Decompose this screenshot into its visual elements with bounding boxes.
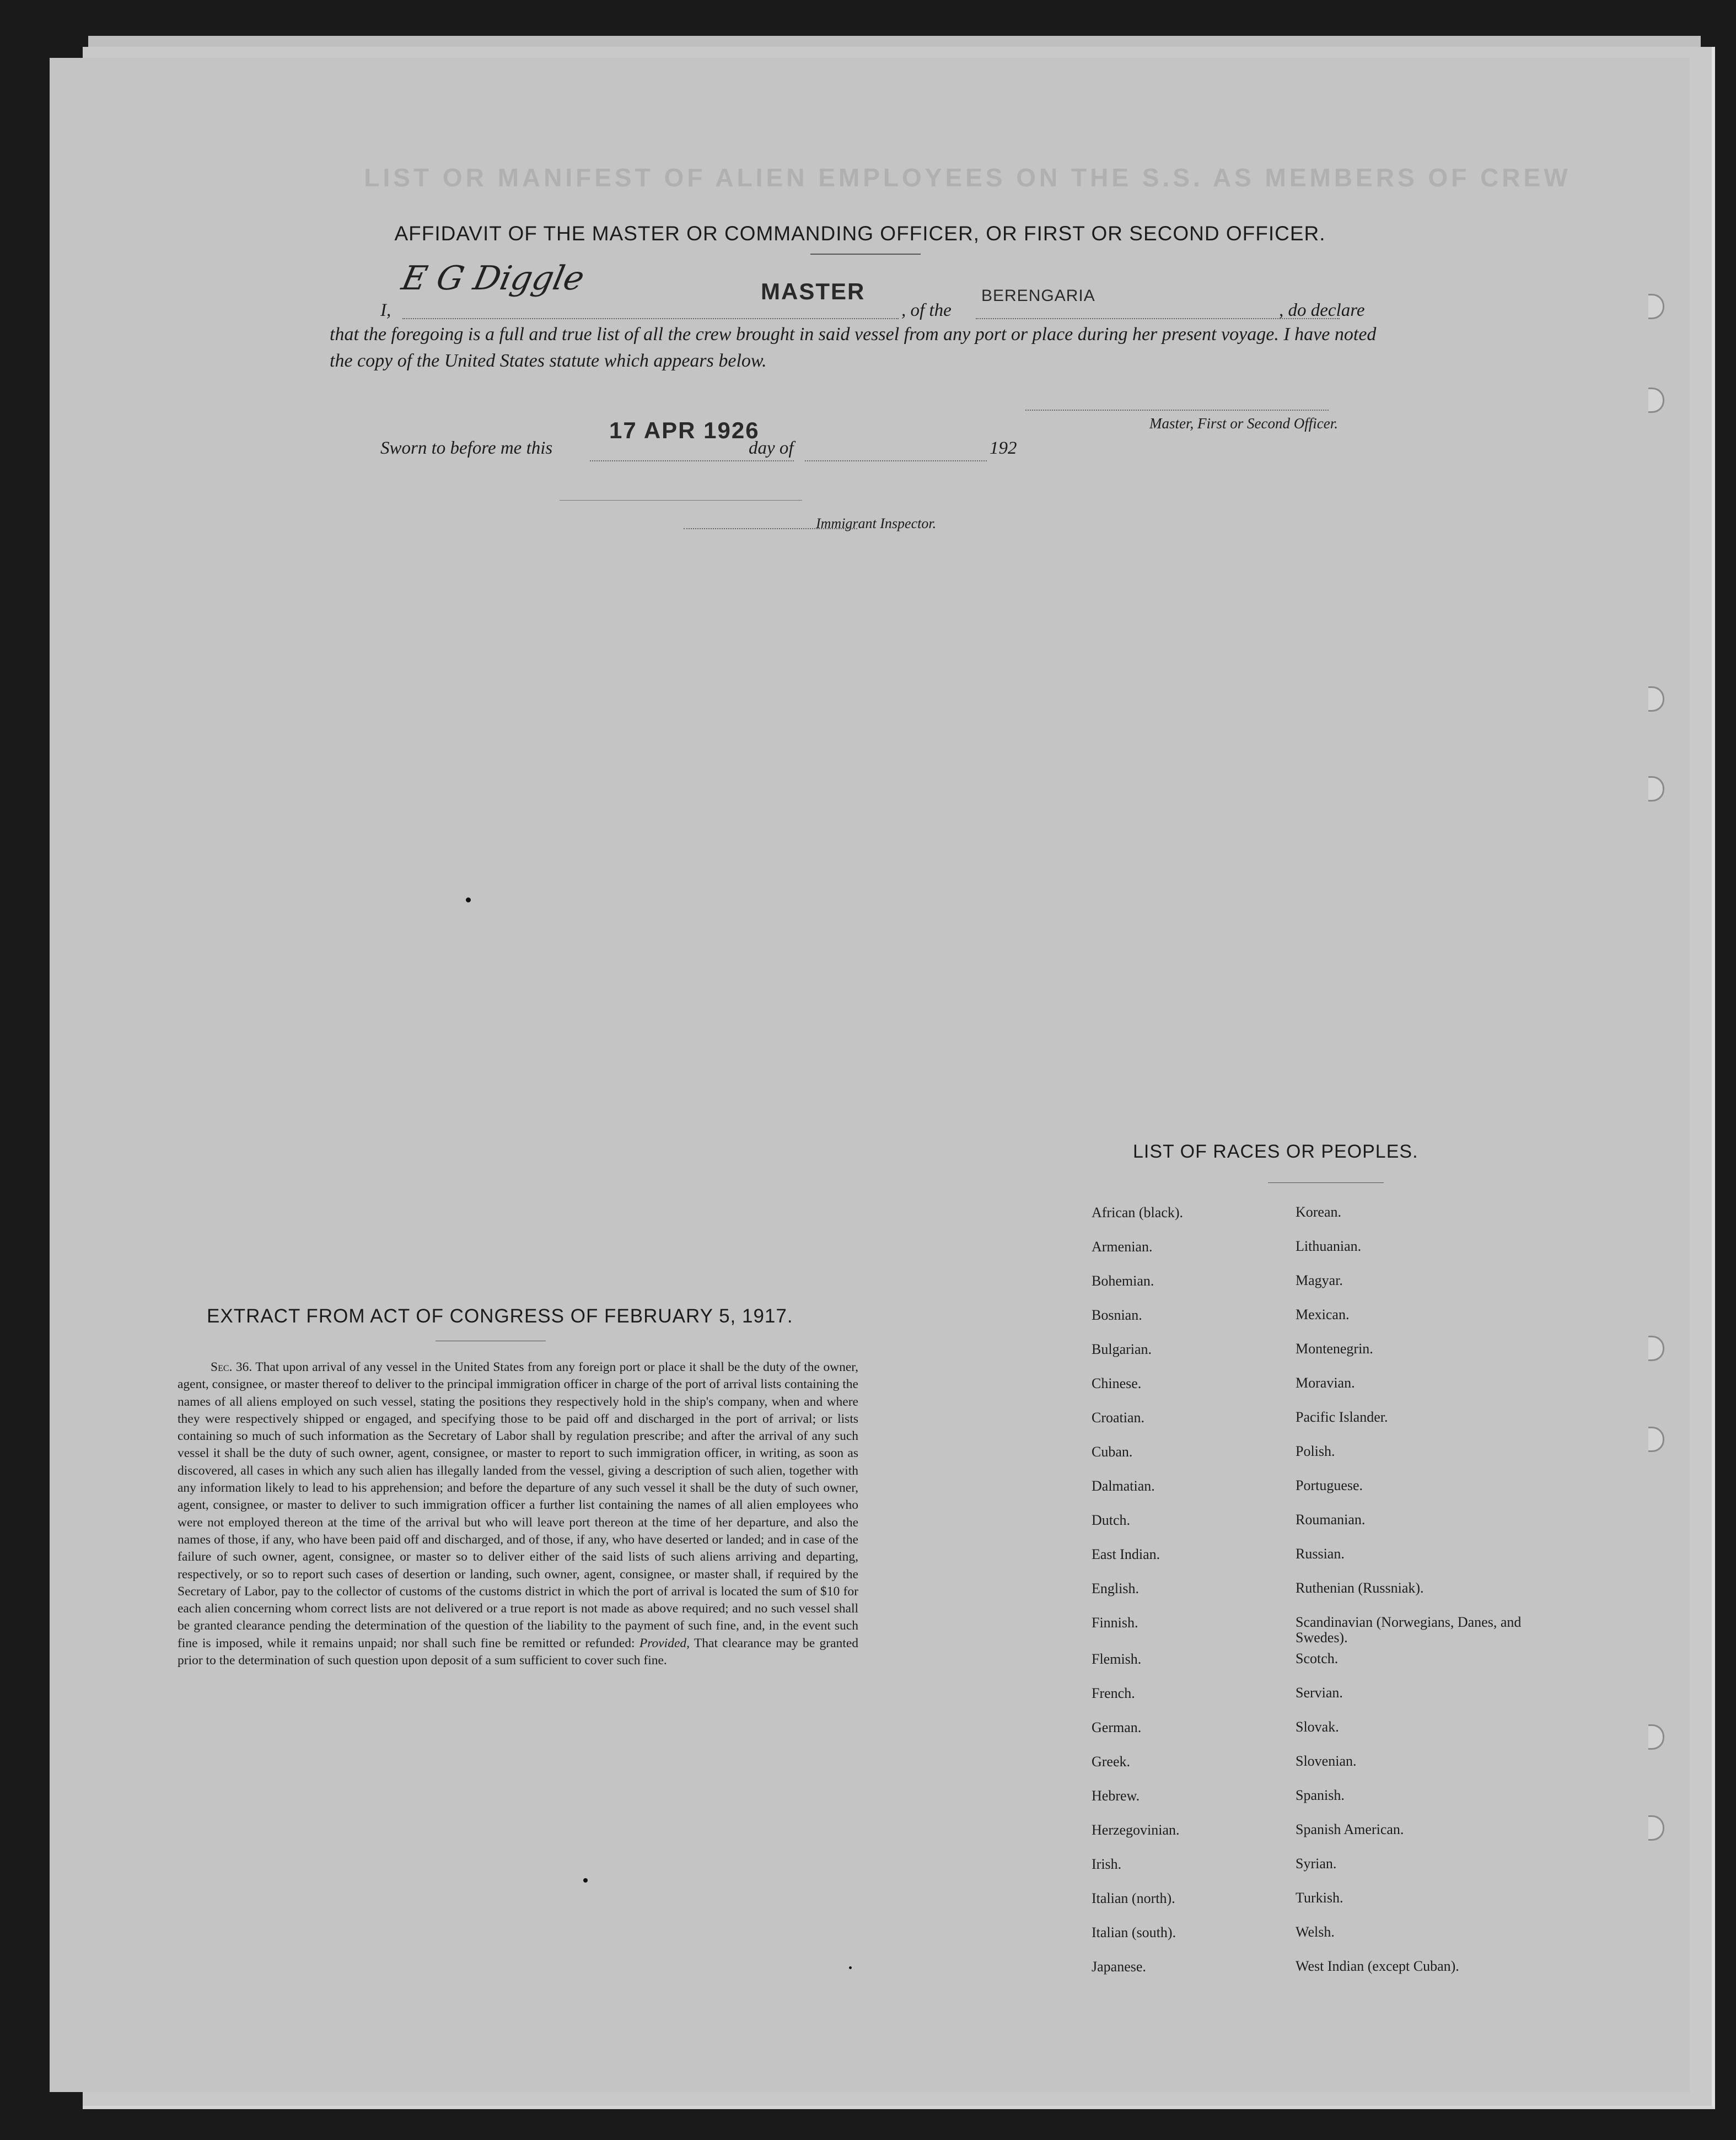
race-right: Turkish. (1296, 1890, 1343, 1906)
race-row (1089, 1924, 1524, 1952)
race-right: Russian. (1296, 1546, 1345, 1562)
punch-hole (1648, 1815, 1664, 1841)
affidavit-title-rule (810, 254, 921, 255)
race-row (1089, 1685, 1524, 1713)
bleed-through-header: LIST OR MANIFEST OF ALIEN EMPLOYEES ON THE S.S. AS MEMBERS OF CREW (364, 163, 1571, 192)
punch-hole (1648, 1724, 1664, 1750)
race-row (1089, 1890, 1524, 1918)
race-row (1089, 1754, 1524, 1781)
race-right: Polish. (1296, 1443, 1335, 1459)
race-row (1089, 1580, 1524, 1608)
race-right: Korean. (1296, 1204, 1342, 1220)
race-left: English. (1092, 1580, 1139, 1596)
race-right: Ruthenian (Russniak). (1296, 1580, 1424, 1596)
race-left: Italian (north). (1092, 1890, 1175, 1906)
race-row (1089, 1614, 1524, 1646)
race-left: Cuban. (1092, 1444, 1133, 1460)
sworn-label: Sworn to before me this (380, 438, 553, 458)
race-row (1089, 1856, 1524, 1884)
race-right: Spanish. (1296, 1787, 1345, 1803)
race-right: Servian. (1296, 1685, 1343, 1701)
punch-hole (1648, 686, 1664, 712)
race-left: Bosnian. (1092, 1307, 1142, 1323)
race-row (1089, 1205, 1524, 1232)
race-right: Welsh. (1296, 1924, 1335, 1940)
punch-hole (1648, 1336, 1664, 1361)
races-title-rule (1268, 1182, 1384, 1183)
race-row (1089, 1512, 1524, 1540)
race-left: Finnish. (1092, 1615, 1138, 1631)
race-left: Bulgarian. (1092, 1341, 1152, 1357)
race-row (1089, 1273, 1524, 1300)
affidavit-body: that the foregoing is a full and true list of all the crew brought in said vessel from any port or place during her present voyage. I have noted the copy of the United States statute which appears below. (330, 324, 1377, 371)
race-right: Roumanian. (1296, 1512, 1366, 1528)
signature-caption: Master, First or Second Officer. (1149, 415, 1338, 432)
race-left: German. (1092, 1719, 1142, 1735)
race-left: Herzegovinian. (1092, 1822, 1180, 1838)
race-right: Magyar. (1296, 1272, 1343, 1288)
race-right: Moravian. (1296, 1375, 1355, 1391)
vessel-stamp: BERENGARIA (981, 287, 1095, 305)
race-row (1089, 1341, 1524, 1369)
race-left: Greek. (1092, 1754, 1131, 1770)
punch-hole (1648, 776, 1664, 802)
race-left: French. (1092, 1685, 1135, 1701)
signer-line (402, 318, 899, 319)
signature-line (1025, 410, 1329, 411)
race-left: Dutch. (1092, 1512, 1131, 1528)
race-right: Scandinavian (Norwegians, Danes, and Swedes). (1296, 1614, 1522, 1646)
race-right: Montenegrin. (1296, 1341, 1373, 1357)
punch-hole (1648, 294, 1664, 319)
punch-hole (1648, 1427, 1664, 1452)
race-right: Slovenian. (1296, 1753, 1357, 1769)
section-text: That upon arrival of any vessel in the United States from any foreign port or place it shall be the duty of the owner, agent, consignee, or master thereof to deliver to the principal immigration officer in charge of the port of arrival lists containing the names of all aliens employed on such vessel, stating the positions they respectively hold in the ship's company, when and where they were respectively shipped or engaged, and specifying those to be paid off and discharged in the port of arrival; or lists containing so much of such information as the Secretary of Labor shall by regulation prescribe; and after the arrival of any such vessel it shall be the duty of such owner, agent, consignee, or master to report to such immigration officer, in writing, as soon as discovered, all cases in which any such alien has illegally landed from the vessel, giving a description of such alien, together with any information likely to lead to his apprehension; and before the departure of any such vessel it shall be the duty of such owner, agent, consignee, or master to deliver to such immigration officer a further list containing the names of all alien employees who were not employed thereon at the time of the arrival but who will leave port thereon at the time of her departure, and also the names of those, if any, who have been paid off and discharged, and of those, if any, who have deserted or landed; and in case of the failure of such owner, agent, consignee, or master so to deliver either of the said lists of such aliens arriving and departing, respectively, or so to report such cases of desertion or landing, such owner, agent, consignee, or master shall, if required by the Secretary of Labor, pay to the collector of customs of the customs district in which the port of arrival is located the sum of $10 for each alien concerning whom correct lists are not delivered or a true report is not made as above required; and no such vessel shall be granted clearance pending the determination of the question of the liability to the payment of such fine, and, in the event such fine is imposed, while it remains unpaid; nor shall such fine be remitted or refunded: (178, 1360, 859, 1650)
ink-speck (466, 897, 471, 902)
race-right: Spanish American. (1296, 1821, 1404, 1837)
race-row (1089, 1239, 1524, 1266)
race-right: Pacific Islander. (1296, 1409, 1388, 1425)
section-label: Sec. 36. (211, 1360, 252, 1374)
race-left: Chinese. (1092, 1375, 1142, 1391)
inspector-caption: Immigrant Inspector. (816, 515, 937, 531)
inspector-rule (560, 500, 802, 501)
race-row (1089, 1307, 1524, 1335)
race-right: West Indian (except Cuban). (1296, 1958, 1459, 1974)
manifest-page (50, 58, 1690, 2092)
signer-handwritten: E G Diggle (398, 259, 588, 298)
affidavit-title: AFFIDAVIT OF THE MASTER OR COMMANDING OFFICER, OR FIRST OR SECOND OFFICER. (394, 222, 1326, 245)
ink-speck (583, 1878, 588, 1883)
race-left: Armenian. (1092, 1239, 1153, 1255)
proviso-label: Provided, (639, 1636, 690, 1650)
month-line (805, 460, 987, 461)
race-row (1089, 1959, 1524, 1986)
race-left: Croatian. (1092, 1410, 1145, 1426)
race-right: Mexican. (1296, 1306, 1350, 1322)
race-row (1089, 1788, 1524, 1815)
race-right: Slovak. (1296, 1719, 1339, 1735)
race-left: Hebrew. (1092, 1788, 1140, 1804)
race-row (1089, 1478, 1524, 1505)
do-declare-label: , do declare (1279, 300, 1365, 320)
races-title: LIST OF RACES OR PEOPLES. (1133, 1141, 1418, 1162)
race-row (1089, 1375, 1524, 1403)
race-left: Irish. (1092, 1856, 1122, 1872)
race-right: Lithuanian. (1296, 1238, 1362, 1254)
race-right: Scotch. (1296, 1650, 1339, 1666)
proviso-text: That clearance may be granted prior to the determination of such question upon deposit of a sum sufficient to cover such fine. (178, 1636, 859, 1668)
race-left: Flemish. (1092, 1651, 1142, 1667)
date-stamp: 17 APR 1926 (609, 417, 760, 443)
race-left: Italian (south). (1092, 1924, 1176, 1940)
rank-stamp: MASTER (761, 278, 866, 304)
extract-title: EXTRACT FROM ACT OF CONGRESS OF FEBRUARY 5, 1917. (207, 1305, 793, 1327)
race-row (1089, 1651, 1524, 1679)
ink-speck (849, 1966, 852, 1969)
race-left: Dalmatian. (1092, 1478, 1155, 1494)
race-left: African (black). (1092, 1205, 1184, 1220)
race-row (1089, 1822, 1524, 1849)
race-left: East Indian. (1092, 1546, 1160, 1562)
punch-hole (1648, 388, 1664, 413)
race-right: Portuguese. (1296, 1477, 1363, 1493)
sworn-day-line (590, 460, 794, 461)
race-right: Syrian. (1296, 1856, 1337, 1872)
race-row (1089, 1719, 1524, 1747)
race-row (1089, 1444, 1524, 1471)
race-row (1089, 1410, 1524, 1437)
of-the-label: , of the (901, 300, 952, 320)
day-of-label: day of (749, 438, 794, 458)
extract-body (178, 1359, 858, 1669)
affidavit-i-label: I, (380, 300, 391, 320)
race-left: Japanese. (1092, 1959, 1146, 1975)
race-left: Bohemian. (1092, 1273, 1154, 1289)
race-row (1089, 1546, 1524, 1574)
year-label: 192 (990, 438, 1017, 458)
